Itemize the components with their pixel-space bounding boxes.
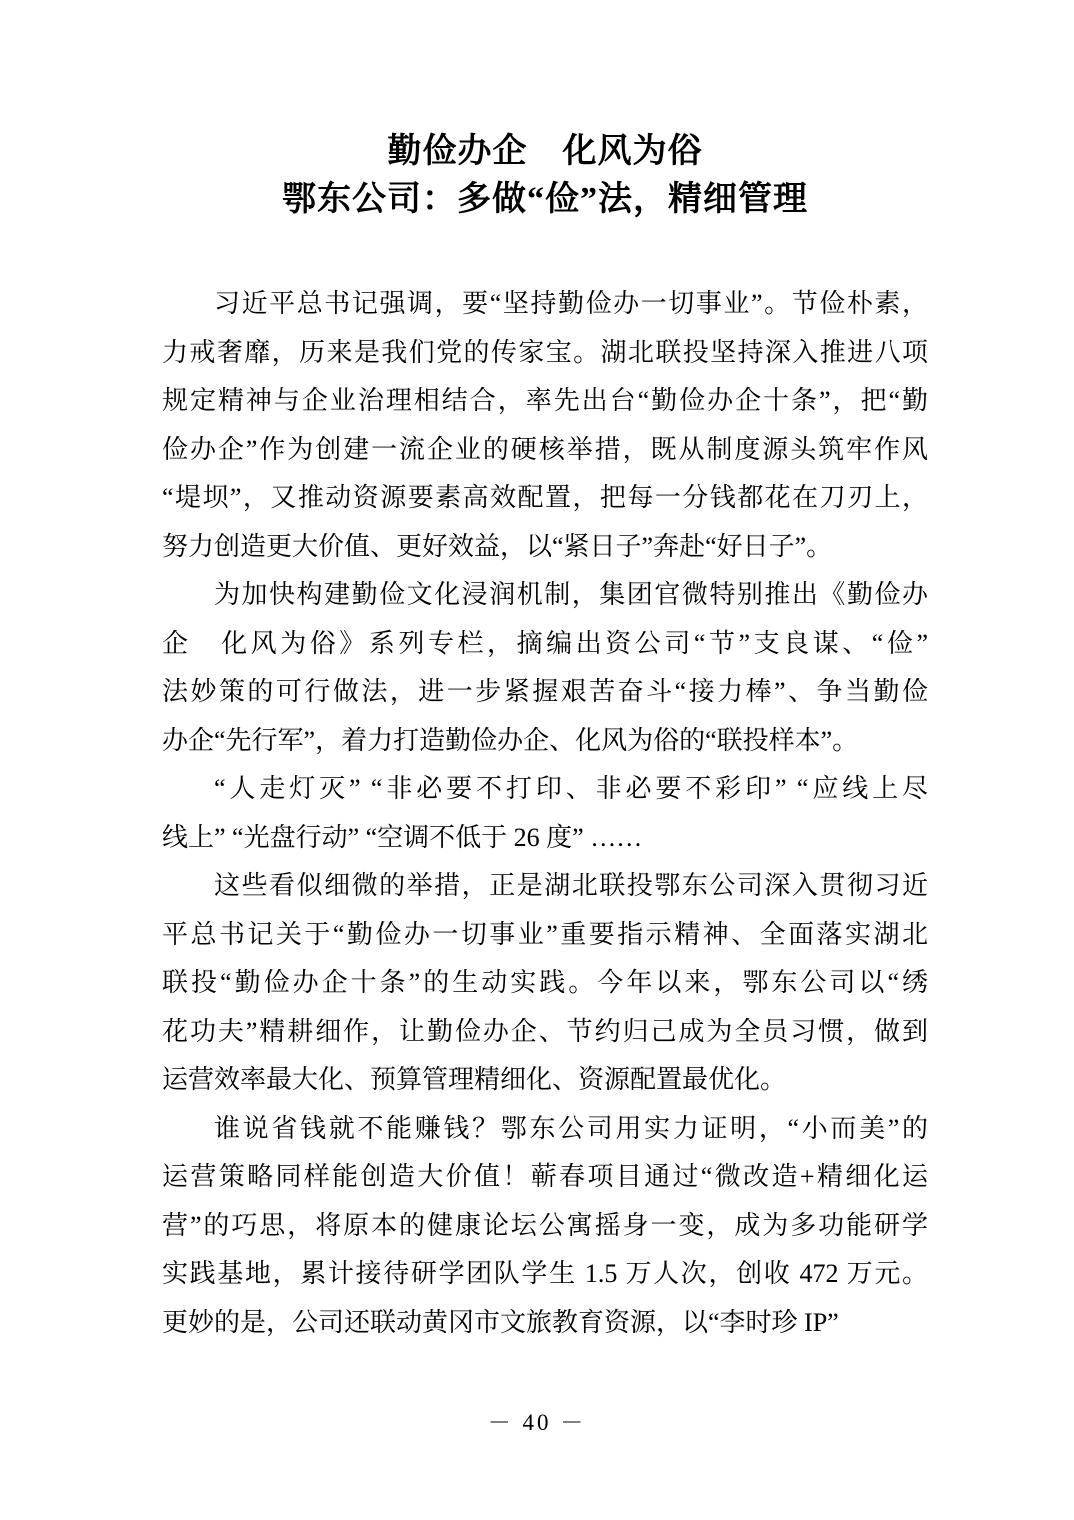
paragraph — [162, 571, 928, 765]
paragraph — [162, 765, 928, 862]
page-number: － 40 － — [487, 1410, 587, 1435]
document-title — [162, 128, 928, 224]
document-body — [162, 280, 928, 1347]
body-line: 运营效率最大化、预算管理精细化、资源配置最优化。 — [162, 1065, 787, 1094]
document-title-line-2: 鄂东公司：多做“俭”法，精细管理 — [282, 181, 808, 218]
paragraph — [162, 280, 928, 571]
body-line: 企 化风为俗》系列专栏，摘编出资公司“节”支良谋、“俭” — [162, 628, 928, 658]
body-line: 线上” “光盘行动” “空调不低于 26 度” …… — [162, 822, 643, 852]
body-line: 花功夫”精耕细作，让勤俭办企、节约归己成为全员习惯，做到 — [162, 1016, 928, 1046]
body-line: 办企“先行军”，着力打造勤俭办企、化风为俗的“联投样本”。 — [162, 725, 859, 755]
body-line: “堤坝”，又推动资源要素高效配置，把每一分钱都花在刀刃上， — [162, 483, 928, 512]
body-line: 营”的巧思，将原本的健康论坛公寓摇身一变，成为多功能研学 — [162, 1210, 928, 1240]
body-line: 运营策略同样能创造大价值！蕲春项目通过“微改造+精细化运 — [162, 1162, 928, 1191]
body-line: 规定精神与企业治理相结合，率先出台“勤俭办企十条”，把“勤 — [162, 386, 928, 415]
body-line: 力戒奢靡，历来是我们党的传家宝。湖北联投坚持深入推进八项 — [162, 337, 928, 367]
body-line: 努力创造更大价值、更好效益，以“紧日子”奔赴“好日子”。 — [162, 531, 833, 561]
body-line: 法妙策的可行做法，进一步紧握艰苦奋斗“接力棒”、争当勤俭 — [162, 677, 928, 706]
body-line: 习近平总书记强调，要“坚持勤俭办一切事业”。节俭朴素， — [214, 289, 928, 318]
body-line: 谁说省钱就不能赚钱？鄂东公司用实力证明，“小而美”的 — [214, 1113, 928, 1143]
body-line: 俭办企”作为创建一流企业的硬核举措，既从制度源头筑牢作风 — [162, 434, 928, 464]
body-line: “人走灯灭” “非必要不打印、非必要不彩印” “应线上尽 — [214, 774, 928, 803]
body-line: 为加快构建勤俭文化浸润机制，集团官微特别推出《勤俭办 — [214, 580, 928, 609]
body-line: 更妙的是，公司还联动黄冈市文旅教育资源，以“李时珍 IP” — [162, 1307, 839, 1337]
body-line: 平总书记关于“勤俭办一切事业”重要指示精神、全面落实湖北 — [162, 919, 928, 949]
body-line: 联投“勤俭办企十条”的生动实践。今年以来，鄂东公司以“绣 — [162, 968, 928, 997]
body-line: 实践基地，累计接待研学团队学生 1.5 万人次，创收 472 万元。 — [162, 1259, 928, 1288]
document-title-line-1: 勤俭办企 化风为俗 — [387, 133, 703, 170]
paragraph — [162, 1105, 928, 1348]
body-line: 这些看似细微的举措，正是湖北联投鄂东公司深入贯彻习近 — [214, 871, 928, 900]
paragraph — [162, 862, 928, 1105]
